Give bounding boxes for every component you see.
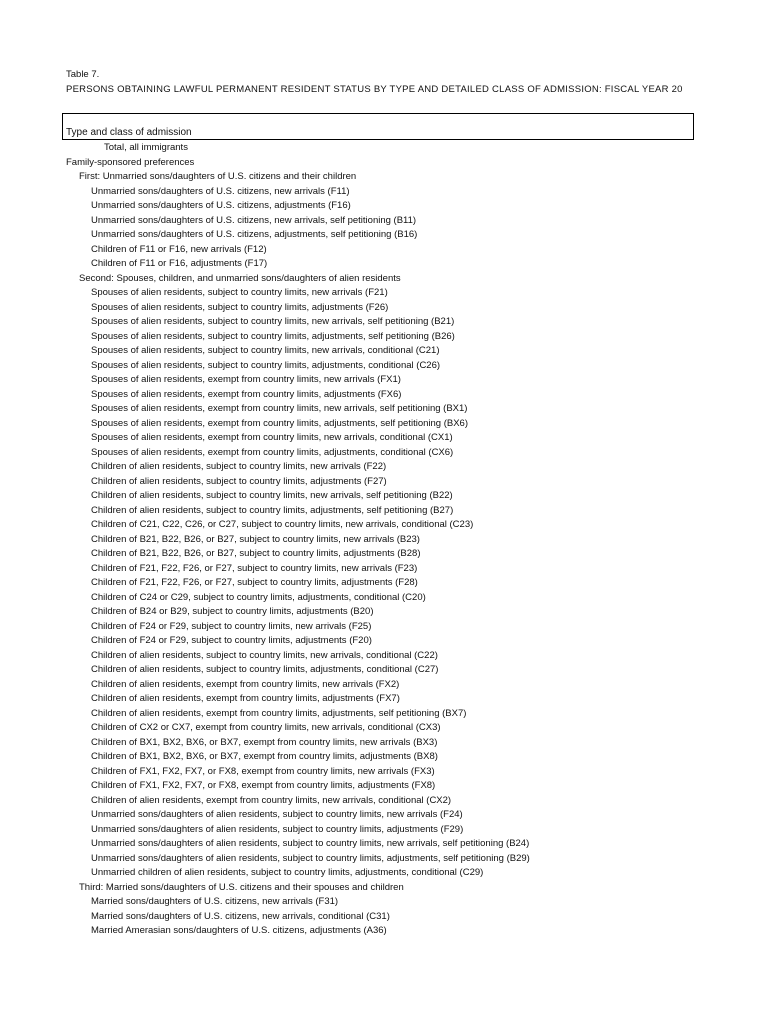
table-row — [0, 533, 768, 548]
row-label: Spouses of alien residents, exempt from country limits, adjustments, conditional (CX6) — [91, 446, 454, 458]
table-row — [0, 286, 768, 301]
table-row — [0, 489, 768, 504]
table-title: PERSONS OBTAINING LAWFUL PERMANENT RESIDENT STATUS BY TYPE AND DETAILED CLASS OF ADMISSION: FISCAL YEAR 20 — [66, 84, 683, 95]
row-label: Children of F11 or F16, new arrivals (F12) — [91, 243, 267, 255]
admission-class-list — [0, 141, 768, 939]
table-row — [0, 721, 768, 736]
table-row — [0, 591, 768, 606]
row-label: Children of B21, B22, B26, or B27, subject to country limits, adjustments (B28) — [91, 548, 421, 559]
table-row — [0, 808, 768, 823]
table-row — [0, 243, 768, 258]
table-row — [0, 373, 768, 388]
row-label: Spouses of alien residents, exempt from country limits, adjustments, self petitioning (BX6) — [91, 417, 469, 429]
row-label: Spouses of alien residents, subject to country limits, new arrivals (F21) — [91, 287, 388, 298]
table-row — [0, 228, 768, 243]
table-row — [0, 605, 768, 620]
row-label: Children of F21, F22, F26, or F27, subject to country limits, adjustments (F28) — [91, 577, 418, 588]
table-row — [0, 257, 768, 272]
row-label: Total, all immigrants — [104, 142, 188, 153]
table-row — [0, 460, 768, 475]
table-row — [0, 852, 768, 867]
table-row — [0, 518, 768, 533]
row-label: Children of alien residents, subject to country limits, adjustments, conditional (C27) — [91, 664, 439, 675]
row-label: Spouses of alien residents, exempt from country limits, new arrivals (FX1) — [91, 374, 401, 385]
row-label: Children of alien residents, exempt from country limits, new arrivals, conditional (CX2) — [91, 794, 452, 806]
row-label: Children of F24 or F29, subject to country limits, adjustments (F20) — [91, 635, 372, 646]
row-label: Children of FX1, FX2, FX7, or FX8, exempt from country limits, adjustments (FX8) — [91, 780, 436, 791]
table-row — [0, 866, 768, 881]
table-row — [0, 330, 768, 345]
table-row — [0, 301, 768, 316]
row-label: Unmarried sons/daughters of alien residents, subject to country limits, new arrivals, self petitioning (B24) — [91, 838, 530, 849]
row-label: Children of alien residents, subject to country limits, new arrivals, self petitioning (B22) — [91, 490, 453, 501]
table-header — [62, 113, 694, 140]
row-label: Unmarried sons/daughters of alien residents, subject to country limits, adjustments (F29) — [91, 823, 464, 835]
row-label: Spouses of alien residents, subject to country limits, adjustments (F26) — [91, 301, 389, 313]
row-label: Spouses of alien residents, exempt from country limits, new arrivals, self petitioning (BX1) — [91, 403, 468, 414]
row-label: Unmarried sons/daughters of U.S. citizens, adjustments (F16) — [91, 200, 351, 211]
table-row — [0, 823, 768, 838]
table-number: Table 7. — [66, 69, 100, 80]
table-row — [0, 794, 768, 809]
row-label: Unmarried sons/daughters of alien residents, subject to country limits, new arrivals (F24) — [91, 809, 463, 820]
table-row — [0, 446, 768, 461]
table-row — [0, 185, 768, 200]
row-label: Children of alien residents, exempt from country limits, adjustments, self petitioning (BX7) — [91, 707, 467, 719]
table-row — [0, 837, 768, 852]
table-row — [0, 504, 768, 519]
row-label: Children of alien residents, subject to country limits, new arrivals, conditional (C22) — [91, 649, 438, 661]
row-label: Children of BX1, BX2, BX6, or BX7, exempt from country limits, new arrivals (BX3) — [91, 736, 438, 748]
table-row — [0, 692, 768, 707]
row-label: Married Amerasian sons/daughters of U.S. citizens, adjustments (A36) — [91, 925, 387, 936]
row-label: Spouses of alien residents, subject to country limits, adjustments, self petitioning (B26) — [91, 330, 455, 342]
row-label: Children of C24 or C29, subject to country limits, adjustments, conditional (C20) — [91, 591, 426, 603]
table-row — [0, 475, 768, 490]
table-row — [0, 620, 768, 635]
table-row — [0, 750, 768, 765]
table-row — [0, 417, 768, 432]
table-row — [0, 765, 768, 780]
row-label: Unmarried children of alien residents, subject to country limits, adjustments, conditional (C29) — [91, 867, 484, 878]
table-row — [0, 156, 768, 171]
row-label: Second: Spouses, children, and unmarried sons/daughters of alien residents — [79, 272, 401, 284]
table-row — [0, 895, 768, 910]
table-row — [0, 678, 768, 693]
row-label: Spouses of alien residents, subject to country limits, adjustments, conditional (C26) — [91, 359, 441, 371]
row-label: Unmarried sons/daughters of U.S. citizens, new arrivals (F11) — [91, 185, 350, 197]
table-row — [0, 272, 768, 287]
row-label: Children of FX1, FX2, FX7, or FX8, exempt from country limits, new arrivals (FX3) — [91, 765, 435, 777]
row-label: Children of alien residents, exempt from country limits, adjustments (FX7) — [91, 693, 400, 704]
table-row — [0, 170, 768, 185]
row-label: Married sons/daughters of U.S. citizens, new arrivals (F31) — [91, 896, 339, 907]
row-label: Unmarried sons/daughters of U.S. citizens, new arrivals, self petitioning (B11) — [91, 214, 417, 226]
row-label: Spouses of alien residents, exempt from country limits, new arrivals, conditional (CX1) — [91, 432, 453, 443]
table-row — [0, 141, 768, 156]
row-label: Third: Married sons/daughters of U.S. citizens and their spouses and children — [79, 881, 404, 893]
row-label: Children of alien residents, subject to country limits, adjustments (F27) — [91, 475, 387, 487]
table-row — [0, 214, 768, 229]
table-row — [0, 910, 768, 925]
row-label: Spouses of alien residents, exempt from country limits, adjustments (FX6) — [91, 388, 402, 400]
row-label: Children of CX2 or CX7, exempt from country limits, new arrivals, conditional (CX3) — [91, 722, 441, 733]
table-row — [0, 736, 768, 751]
table-row — [0, 649, 768, 664]
row-label: Unmarried sons/daughters of U.S. citizens, adjustments, self petitioning (B16) — [91, 229, 418, 240]
table-row — [0, 634, 768, 649]
table-row — [0, 562, 768, 577]
table-row — [0, 881, 768, 896]
table-row — [0, 431, 768, 446]
table-row — [0, 402, 768, 417]
row-label: Children of alien residents, subject to country limits, adjustments, self petitioning (B27) — [91, 504, 454, 516]
row-label: Children of B24 or B29, subject to country limits, adjustments (B20) — [91, 606, 374, 617]
row-label: Family-sponsored preferences — [66, 156, 195, 168]
table-row — [0, 924, 768, 939]
row-label: Children of F24 or F29, subject to country limits, new arrivals (F25) — [91, 620, 372, 632]
table-row — [0, 359, 768, 374]
table-row — [0, 707, 768, 722]
row-label: Unmarried sons/daughters of alien residents, subject to country limits, adjustments, self petitioning (B29) — [91, 852, 530, 864]
table-row — [0, 344, 768, 359]
table-row — [0, 779, 768, 794]
row-label: Children of B21, B22, B26, or B27, subject to country limits, new arrivals (B23) — [91, 533, 420, 545]
table-row — [0, 388, 768, 403]
row-label: Children of F11 or F16, adjustments (F17) — [91, 258, 268, 269]
table-row — [0, 199, 768, 214]
row-label: Children of alien residents, subject to country limits, new arrivals (F22) — [91, 461, 387, 472]
table-row — [0, 315, 768, 330]
row-label: Children of F21, F22, F26, or F27, subject to country limits, new arrivals (F23) — [91, 562, 418, 574]
row-label: Children of C21, C22, C26, or C27, subject to country limits, new arrivals, conditional (C23) — [91, 519, 474, 530]
row-label: Spouses of alien residents, subject to country limits, new arrivals, conditional (C21) — [91, 345, 440, 356]
row-label: Spouses of alien residents, subject to country limits, new arrivals, self petitioning (B21) — [91, 316, 455, 327]
column-header-type-and-class: Type and class of admission — [66, 127, 192, 138]
table-row — [0, 576, 768, 591]
row-label: Children of alien residents, exempt from country limits, new arrivals (FX2) — [91, 678, 400, 690]
row-label: Married sons/daughters of U.S. citizens, new arrivals, conditional (C31) — [91, 910, 390, 922]
table-row — [0, 547, 768, 562]
row-label: First: Unmarried sons/daughters of U.S. citizens and their children — [79, 171, 357, 182]
table-row — [0, 663, 768, 678]
row-label: Children of BX1, BX2, BX6, or BX7, exempt from country limits, adjustments (BX8) — [91, 751, 438, 762]
